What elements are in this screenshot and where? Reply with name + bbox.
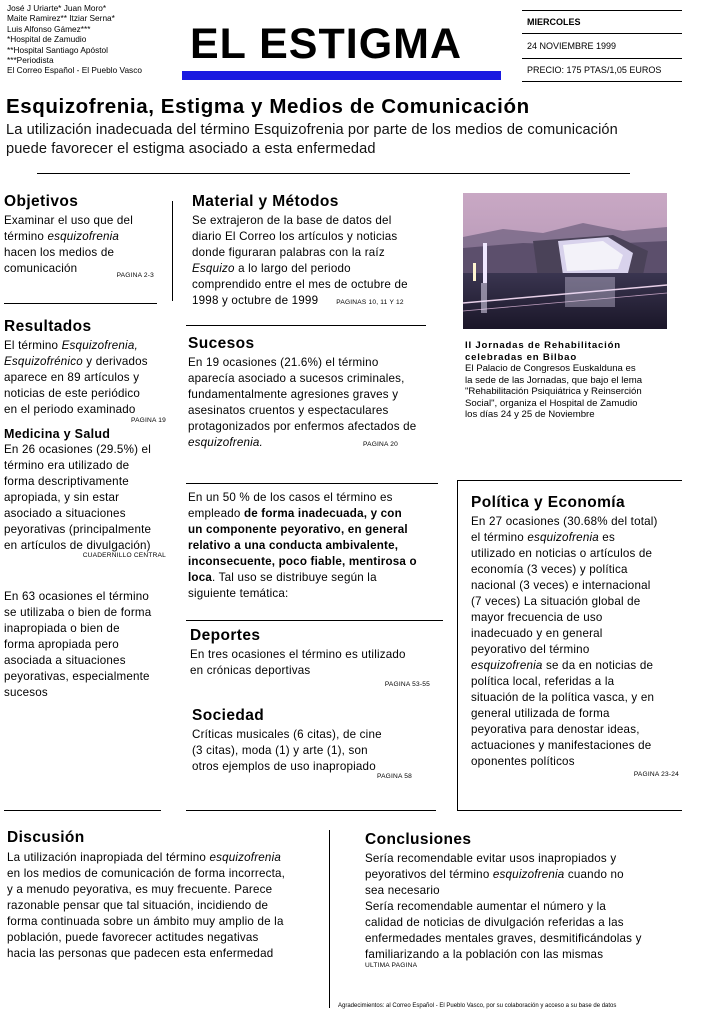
- text-line: Esquizo a lo largo del periodo: [192, 262, 351, 275]
- text-line: empleado de forma inadecuada, y con: [188, 507, 402, 520]
- section-heading: Sucesos: [188, 335, 255, 352]
- text-line: diario El Correo los artículos y noticias: [192, 230, 398, 243]
- divider: [522, 81, 682, 82]
- section-heading: Objetivos: [4, 193, 79, 210]
- text-line: enfermedades mentales graves, desmitificándolas y: [365, 932, 642, 945]
- text-line: noticias de este periódico: [4, 387, 141, 400]
- caption-title: II Jornadas de Rehabilitación: [465, 340, 621, 351]
- section-heading: Discusión: [7, 829, 85, 846]
- summary-section: [188, 490, 446, 602]
- text-line: Sería recomendable evitar usos inapropiados y: [365, 852, 617, 865]
- text-line: asociado a situaciones: [4, 507, 126, 520]
- resultados-section: [4, 318, 172, 701]
- section-rule: [457, 810, 682, 811]
- text-line: comprendido entre el mes de octubre de: [192, 278, 408, 291]
- author-line: El Correo Español - El Pueblo Vasco: [7, 65, 142, 76]
- text-line: en artículos de divulgación): [4, 539, 151, 552]
- text-line: El término Esquizofrenia,: [4, 339, 138, 352]
- text-line: utilizado en noticias o artículos de: [471, 547, 653, 560]
- subsection-heading: Medicina y Salud: [4, 427, 111, 441]
- text-line: el término esquizofrenia es: [471, 531, 615, 544]
- subtitle-line: puede favorecer el estigma asociado a esta enfermedad: [6, 141, 376, 157]
- text-line: otros ejemplos de uso inapropiado: [192, 760, 376, 773]
- text-line: hacen los medios de: [4, 246, 115, 259]
- masthead: EL ESTIGMA: [190, 20, 463, 68]
- text-line: calidad de noticias de divulgación referidas a las: [365, 916, 624, 929]
- text-line: situación de la política vasca, y en: [471, 691, 655, 704]
- author-line: José J Uriarte* Juan Moro*: [7, 3, 107, 13]
- section-rule: [186, 620, 443, 621]
- text-line: protagonizados por enfermos afectados de: [188, 420, 417, 433]
- divider: [522, 58, 682, 59]
- divider: [522, 33, 682, 34]
- issue-price: PRECIO: 175 PTAS/1,05 EUROS: [527, 65, 662, 75]
- column-divider: [172, 201, 173, 301]
- section-heading: Deportes: [190, 627, 261, 644]
- author-list: [7, 3, 182, 76]
- sucesos-section: [188, 335, 443, 451]
- text-line: se utilizaba o bien de forma: [4, 606, 152, 619]
- text-line: Sería recomendable aumentar el número y la: [365, 900, 607, 913]
- material-section: [192, 193, 442, 309]
- text-line: asociada a situaciones: [4, 654, 126, 667]
- photo-caption: [465, 340, 680, 421]
- text-line: inadecuado y en general: [471, 627, 603, 640]
- text-line: familiarizando a la población con las mismas: [365, 948, 604, 961]
- text-line: fundamentalmente agresiones graves y: [188, 388, 399, 401]
- column-divider: [329, 830, 330, 1008]
- headline-rule: [37, 173, 630, 174]
- section-heading: Política y Economía: [471, 494, 626, 511]
- text-line: 1998 y octubre de 1999 PAGINAS 10, 11 Y 12: [192, 294, 404, 307]
- text-line: peyorativas (principalmente: [4, 523, 152, 536]
- divider: [522, 10, 682, 11]
- text-line: economía (3 veces) y política: [471, 563, 628, 576]
- text-line: Examinar el uso que del: [4, 214, 133, 227]
- text-line: La utilización inapropiada del término esquizofrenia: [7, 851, 281, 864]
- discusion-section: [7, 829, 327, 962]
- text-line: general utilizada de forma: [471, 707, 610, 720]
- section-rule: [4, 303, 157, 304]
- text-line: (7 veces) La situación global de: [471, 595, 641, 608]
- column-divider: [457, 480, 458, 810]
- text-line: peyorativas, especialmente: [4, 670, 150, 683]
- text-line: En 63 ocasiones el término: [4, 590, 150, 603]
- subtitle-line: La utilización inadecuada del término Esquizofrenia por parte de los medios de comunicación: [6, 122, 618, 138]
- text-line: inconsecuente, poco fiable, mentirosa o: [188, 555, 417, 568]
- masthead-underline: [182, 71, 501, 80]
- page-ref: PAGINA 20: [362, 441, 399, 448]
- text-line: comunicación: [4, 262, 78, 275]
- text-line: política local, referidas a la: [471, 675, 615, 688]
- text-line: en crónicas deportivas: [190, 664, 311, 677]
- section-heading: Material y Métodos: [192, 193, 339, 210]
- text-line: forma apropiada pero: [4, 638, 119, 651]
- night-building-photo: [463, 193, 667, 329]
- section-rule: [186, 325, 426, 326]
- author-line: Luis Alfonso Gámez***: [7, 23, 91, 34]
- text-line: peyorativos del término esquizofrenia cuando no: [365, 868, 624, 881]
- text-line: Se extrajeron de la base de datos del: [192, 214, 392, 227]
- text-line: (3 citas), moda (1) y arte (1), son: [192, 744, 368, 757]
- text-line: mayor frecuencia de uso: [471, 611, 603, 624]
- text-line: En 27 ocasiones (30.68% del total): [471, 515, 658, 528]
- text-line: peyorativo del término: [471, 643, 590, 656]
- text-line: asesinatos cruentos y espectaculares: [188, 404, 389, 417]
- text-line: esquizofrenia se da en noticias de: [471, 659, 654, 672]
- objetivos-section: [4, 193, 164, 280]
- section-rule: [186, 810, 436, 811]
- text-line: aparece en 89 artículos y: [4, 371, 140, 384]
- caption-line: los días 24 y 25 de Noviembre: [465, 409, 595, 420]
- page-ref: CUADERNILLO CENTRAL: [82, 552, 166, 559]
- text-line: En un 50 % de los casos el término es: [188, 491, 393, 504]
- main-headline: Esquizofrenia, Estigma y Medios de Comunicación: [6, 95, 530, 118]
- text-line: y a menudo peyorativa, es muy frecuente. Parece: [7, 883, 273, 896]
- text-line: En tres ocasiones el término es utilizado: [190, 648, 406, 661]
- text-line: un componente peyorativo, en general: [188, 523, 408, 536]
- text-line: apropiada, y sin estar: [4, 491, 120, 504]
- text-line: población, puede favorecer actitudes negativas: [7, 931, 259, 944]
- text-line: relativo a una conducta ambivalente,: [188, 539, 399, 552]
- text-line: donde figuraran palabras con la raíz: [192, 246, 385, 259]
- text-line: sea necesario: [365, 884, 440, 897]
- conclusiones-section: [365, 831, 685, 970]
- politica-section: [471, 494, 686, 779]
- text-line: esquizofrenia. PAGINA 20: [188, 436, 399, 449]
- text-line: En 19 ocasiones (21.6%) el término: [188, 356, 379, 369]
- page-ref: PAGINA 58: [376, 773, 412, 780]
- section-rule: [457, 480, 682, 481]
- page-ref: PAGINAS 10, 11 Y 12: [336, 299, 404, 306]
- text-line: forma descriptivamente: [4, 475, 129, 488]
- text-line: En 26 ocasiones (29.5%) el: [4, 443, 151, 456]
- headline-subtitle: [6, 121, 686, 159]
- page-ref: PAGINA 19: [130, 417, 166, 424]
- section-rule: [186, 483, 438, 484]
- caption-title: celebradas en Bilbao: [465, 351, 577, 363]
- deportes-section: [190, 627, 440, 689]
- text-line: inapropiada o bien de: [4, 622, 120, 635]
- text-line: razonable pensar que tal situación, incidiendo de: [7, 899, 269, 912]
- sociedad-section: [192, 707, 442, 781]
- page-ref: PAGINA 23-24: [633, 771, 679, 778]
- section-heading: Conclusiones: [365, 831, 472, 848]
- caption-line: El Palacio de Congresos Euskalduna es: [465, 363, 636, 374]
- text-line: en los medios de comunicación de forma incorrecta,: [7, 867, 286, 880]
- text-line: aparecía asociado a sucesos criminales,: [188, 372, 405, 385]
- text-line: peyorativa para denostar ideas,: [471, 723, 640, 736]
- text-line: actuaciones y manifestaciones de: [471, 739, 652, 752]
- author-line: **Hospital Santiago Apóstol: [7, 44, 109, 55]
- page-ref: PAGINA 53-55: [384, 681, 430, 688]
- issue-date: 24 NOVIEMBRE 1999: [527, 41, 617, 51]
- page-ref: ULTIMA PAGINA: [365, 962, 418, 969]
- section-heading: Sociedad: [192, 707, 265, 724]
- caption-line: "Rehabilitación Psiquiátrica y Reinserción: [465, 386, 642, 397]
- text-line: en el periodo examinado: [4, 403, 136, 416]
- text-line: oponentes políticos: [471, 755, 575, 768]
- caption-line: Social", organiza el Hospital de Zamudio: [465, 397, 638, 409]
- author-line: *Hospital de Zamudio: [7, 34, 87, 45]
- text-line: Esquizofrénico y derivados: [4, 355, 148, 368]
- text-line: hacia las personas que padecen esta enfermedad: [7, 947, 274, 960]
- text-line: loca. Tal uso se distribuye según la: [188, 571, 377, 584]
- text-line: forma continuada sobre un ámbito muy amplio de la: [7, 915, 284, 928]
- section-rule: [4, 810, 161, 811]
- text-line: nacional (3 veces) e internacional: [471, 579, 651, 592]
- issue-day: MIERCOLES: [527, 17, 581, 27]
- text-line: Críticas musicales (6 citas), de cine: [192, 728, 382, 741]
- text-line: término era utilizado de: [4, 459, 130, 472]
- caption-line: la sede de las Jornadas, que bajo el lema: [465, 374, 643, 386]
- text-line: término esquizofrenia: [4, 230, 120, 243]
- acknowledgements: Agradecimientos: al Correo Español - El Pueblo Vasco, por su colaboración y acceso a su base de datos: [338, 1003, 617, 1009]
- author-line: Maite Ramirez** Itziar Serna*: [7, 13, 115, 24]
- text-line: sucesos: [4, 686, 48, 699]
- text-line: siguiente temática:: [188, 587, 289, 600]
- author-line: ***Periodista: [7, 55, 54, 66]
- page-ref: PAGINA 2-3: [116, 272, 154, 279]
- section-heading: Resultados: [4, 318, 92, 335]
